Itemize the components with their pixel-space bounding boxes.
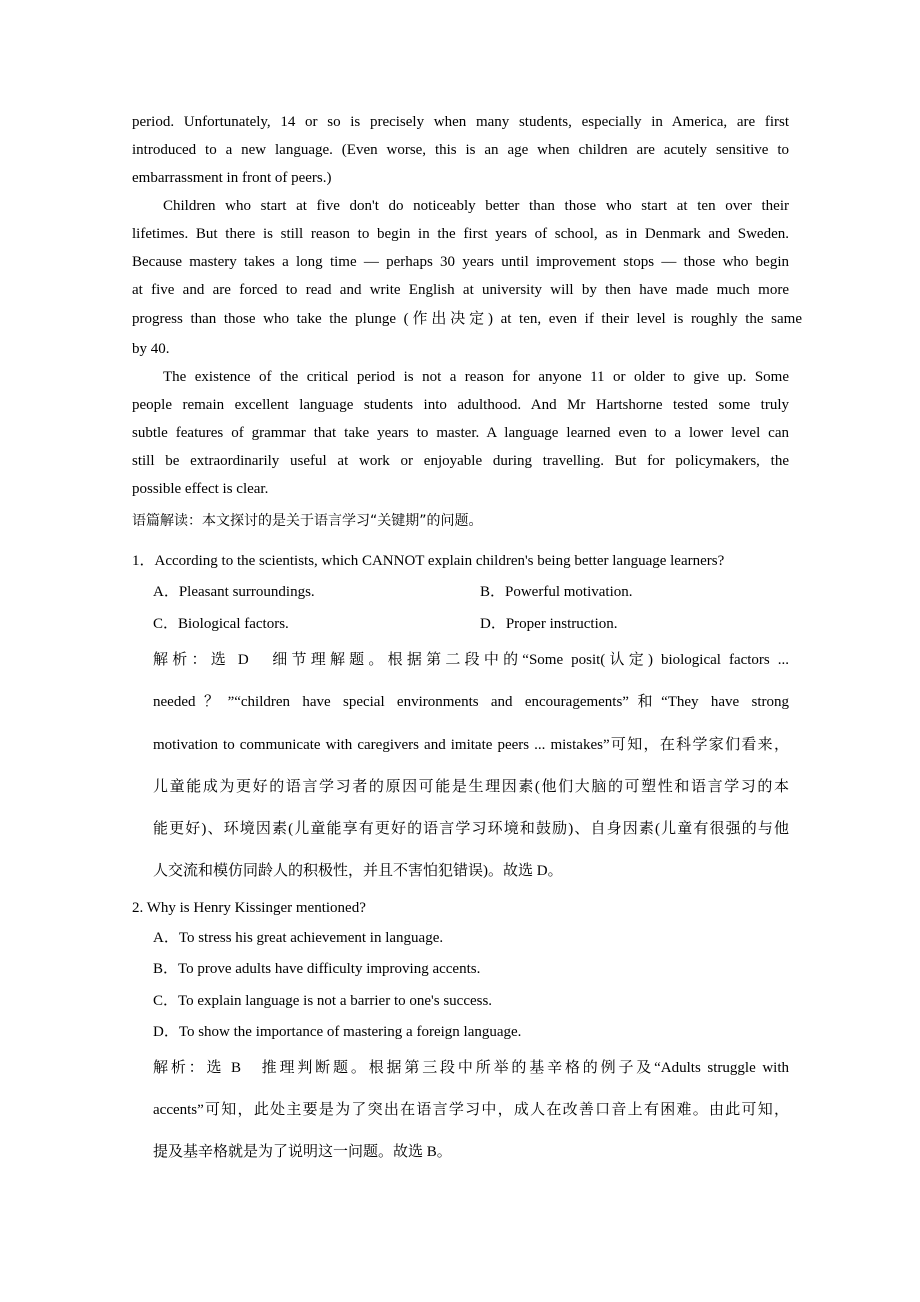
paragraph-line: progress than those who take the plunge (作出决定) at ten, even if their level is roughly the same [132, 311, 802, 327]
question-text: 2. Why is Henry Kissinger mentioned? [132, 900, 366, 916]
paragraph-line: possible effect is clear. [132, 481, 269, 497]
option-d: D．To show the importance of mastering a foreign language. [153, 1024, 522, 1040]
paragraph-line: lifetimes. But there is still reason to begin in the first years of school, as in Denmark and Sweden. [132, 226, 789, 242]
paragraph-line: subtle features of grammar that take years to master. A language learned even to a lower level can [132, 425, 789, 441]
option-b: B．To prove adults have difficulty improving accents. [153, 961, 481, 977]
explanation-line: 能更好)、环境因素(儿童能享有更好的语言学习环境和鼓励)、自身因素(儿童有很强的与他 [153, 821, 789, 837]
option-d: D．Proper instruction. [480, 616, 618, 632]
paragraph-line: The existence of the critical period is not a reason for anyone 11 or older to give up. Some [163, 369, 789, 385]
option-b: B．Powerful motivation. [480, 584, 633, 600]
paragraph-line: introduced to a new language. (Even worse, this is an age when children are acutely sensitive to [132, 142, 789, 158]
option-a: A．Pleasant surroundings. [153, 584, 315, 600]
paragraph-line: still be extraordinarily useful at work or enjoyable during travelling. But for policymakers, the [132, 453, 789, 469]
question-text: 1．According to the scientists, which CANNOT explain children's being better language learners? [132, 553, 725, 569]
explanation-line: 解析：选 D 细节理解题。根据第二段中的“Some posit(认定) biological factors ... [153, 652, 789, 668]
paragraph-line: embarrassment in front of peers.) [132, 170, 332, 186]
explanation-line: 儿童能成为更好的语言学习者的原因可能是生理因素(他们大脑的可塑性和语言学习的本 [153, 779, 789, 795]
option-a: A．To stress his great achievement in language. [153, 930, 444, 946]
explanation-line: accents”可知，此处主要是为了突出在语言学习中，成人在改善口音上有困难。由此可知， [153, 1102, 789, 1118]
passage-analysis: 语篇解读：本文探讨的是关于语言学习“关键期”的问题。 [132, 513, 483, 529]
option-c: C．Biological factors. [153, 616, 289, 632]
paragraph-line: people remain excellent language students into adulthood. And Mr Hartshorne tested some truly [132, 397, 789, 413]
explanation-line: 解析：选 B 推理判断题。根据第三段中所举的基辛格的例子及“Adults struggle with [153, 1060, 789, 1076]
paragraph-line: by 40. [132, 341, 170, 357]
paragraph-line: Children who start at five don't do noticeably better than those who start at ten over their [163, 198, 789, 214]
explanation-line: 提及基辛格就是为了说明这一问题。故选 B。 [153, 1144, 452, 1160]
explanation-line: needed？”“children have special environments and encouragements”和“They have strong [153, 694, 789, 710]
paragraph-line: Because mastery takes a long time — perhaps 30 years until improvement stops — those who begin [132, 254, 789, 270]
option-c: C．To explain language is not a barrier to one's success. [153, 993, 493, 1009]
explanation-line: motivation to communicate with caregivers and imitate peers ... mistakes”可知，在科学家们看来， [153, 737, 789, 753]
explanation-line: 人交流和模仿同龄人的积极性，并且不害怕犯错误)。故选 D。 [153, 863, 563, 879]
paragraph-line: at five and are forced to read and write English at university will by then have made much more [132, 282, 789, 298]
paragraph-line: period. Unfortunately, 14 or so is precisely when many students, especially in America, are first [132, 114, 789, 130]
